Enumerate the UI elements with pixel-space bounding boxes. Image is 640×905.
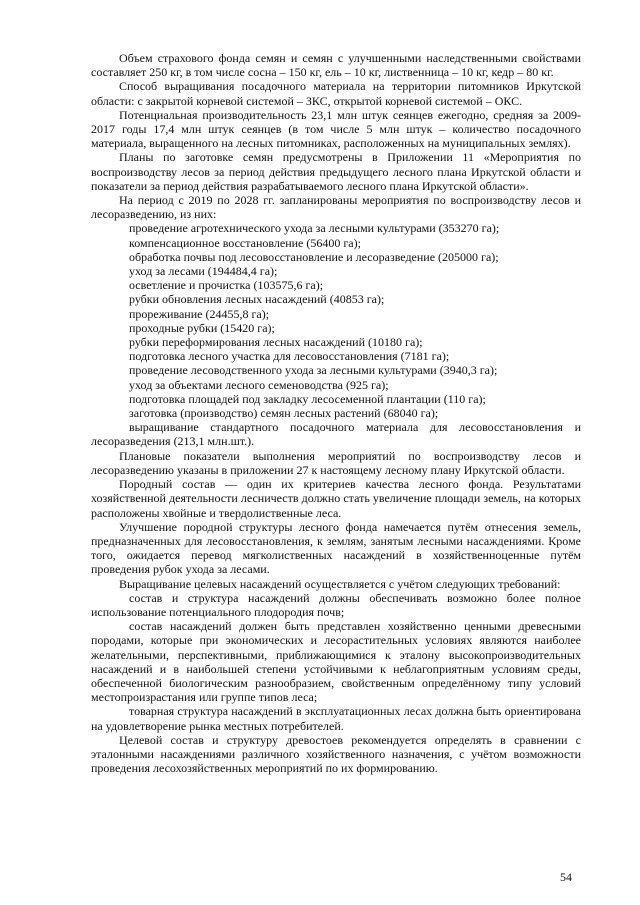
list-item: рубки обновления лесных насаждений (40853 га);: [129, 292, 385, 307]
list-item: компенсационное восстановление (56400 га);: [129, 235, 361, 250]
document-body: [91, 51, 581, 775]
paragraph: Объем страхового фонда семян и семян с улучшенными наследственными свойствами составляет 250 кг, в том числе сосна – 150 кг, ель – 10 кг, лиственница – 10 кг, кедр – 80 кг.: [91, 51, 581, 80]
list-item-last: выращивание стандартного посадочного материала для лесовосстановления и лесоразведения (213,1 млн.шт.).: [91, 420, 581, 449]
list-item: уход за лесами (194484,4 га);: [129, 264, 278, 279]
requirement-item: товарная структура насаждений в эксплуатационных лесах должна быть ориентирована на удовлетворение рынка местных потребителей.: [91, 704, 581, 733]
paragraph: Улучшение породной структуры лесного фонда намечается путём отнесения земель, предназначенных для лесовосстановления, к землям, занятым лесными насаждениями. Кроме того, ожидается перевод мягколиственных насаждений в хозяйственноценные путём проведения рубок ухода за лесами.: [91, 519, 581, 577]
requirement-item: состав насаждений должен быть представлен хозяйственно ценными древесными породами, которые при экономических и лесорастительных условиях являются наиболее желательными, перспективными, приближающимися к эталону высокопроизводительных насаждений и в наибольшей степени устойчивыми к неблагоприятным условиям среды, обеспеченной биологическим разнообразием, свойственным определённому типу условий местопроизрастания или группе типов леса;: [91, 619, 581, 705]
list-item: заготовка (производство) семян лесных растений (68040 га);: [129, 406, 439, 421]
paragraph: Породный состав — один их критериев качества лесного фонда. Результатами хозяйственной деятельности лесничеств должно стать увеличение площади земель, на которых расположены хвойные и твердолиственные леса.: [91, 477, 581, 520]
page-number: 54: [560, 870, 572, 884]
list-item: проведение лесоводственного ухода за лесными культурами (3940,3 га);: [129, 363, 498, 378]
list-item: обработка почвы под лесовосстановление и лесоразведение (205000 га);: [129, 249, 499, 264]
requirement-item: состав и структура насаждений должны обеспечивать возможно более полное использование потенциального плодородия почв;: [91, 590, 581, 619]
list-item: проходные рубки (15420 га);: [129, 320, 275, 335]
list-item: осветление и прочистка (103575,6 га);: [129, 278, 324, 293]
list-item: уход за объектами лесного семеноводства (925 га);: [129, 377, 389, 392]
paragraph: Целевой состав и структуру древостоев рекомендуется определять в сравнении с эталонными насаждениями различного хозяйственного назначения, с учётом возможности проведения лесохозяйственных мероприятий по их формированию.: [91, 732, 581, 776]
list-item: проведение агротехнического ухода за лесными культурами (353270 га);: [129, 221, 500, 236]
list-item: подготовка площадей под закладку лесосеменной плантации (110 га);: [129, 391, 486, 406]
list-item: прореживание (24455,8 га);: [129, 306, 270, 321]
paragraph: Потенциальная производительность 23,1 млн штук сеянцев ежегодно, средняя за 2009-2017 годы 17,4 млн штук сеянцев (в том числе 5 млн штук – количество посадочного материала, выращенного на лесных питомниках, расположенных на муниципальных землях).: [91, 107, 581, 151]
paragraph: Выращивание целевых насаждений осуществляется с учётом следующих требований:: [119, 576, 561, 591]
paragraph: На период с 2019 по 2028 гг. запланированы мероприятия по воспроизводству лесов и лесоразведению, из них:: [91, 193, 581, 222]
paragraph: Способ выращивания посадочного материала на территории питомников Иркутской области: с закрытой корневой системой – ЗКС, открытой корневой системой – ОКС.: [91, 79, 581, 108]
paragraph: Планы по заготовке семян предусмотрены в Приложении 11 «Мероприятия по воспроизводству лесов за период действия предыдущего лесного плана Иркутской области и показатели за период действия разрабатываемого лесного плана Иркутской области».: [91, 150, 581, 193]
paragraph: Плановые показатели выполнения мероприятий по воспроизводству лесов и лесоразведению указаны в приложении 27 к настоящему лесному плану Иркутской области.: [91, 448, 581, 477]
list-item: рубки переформирования лесных насаждений (10180 га);: [129, 335, 423, 350]
list-item: подготовка лесного участка для лесовосстановления (7181 га);: [129, 349, 450, 364]
